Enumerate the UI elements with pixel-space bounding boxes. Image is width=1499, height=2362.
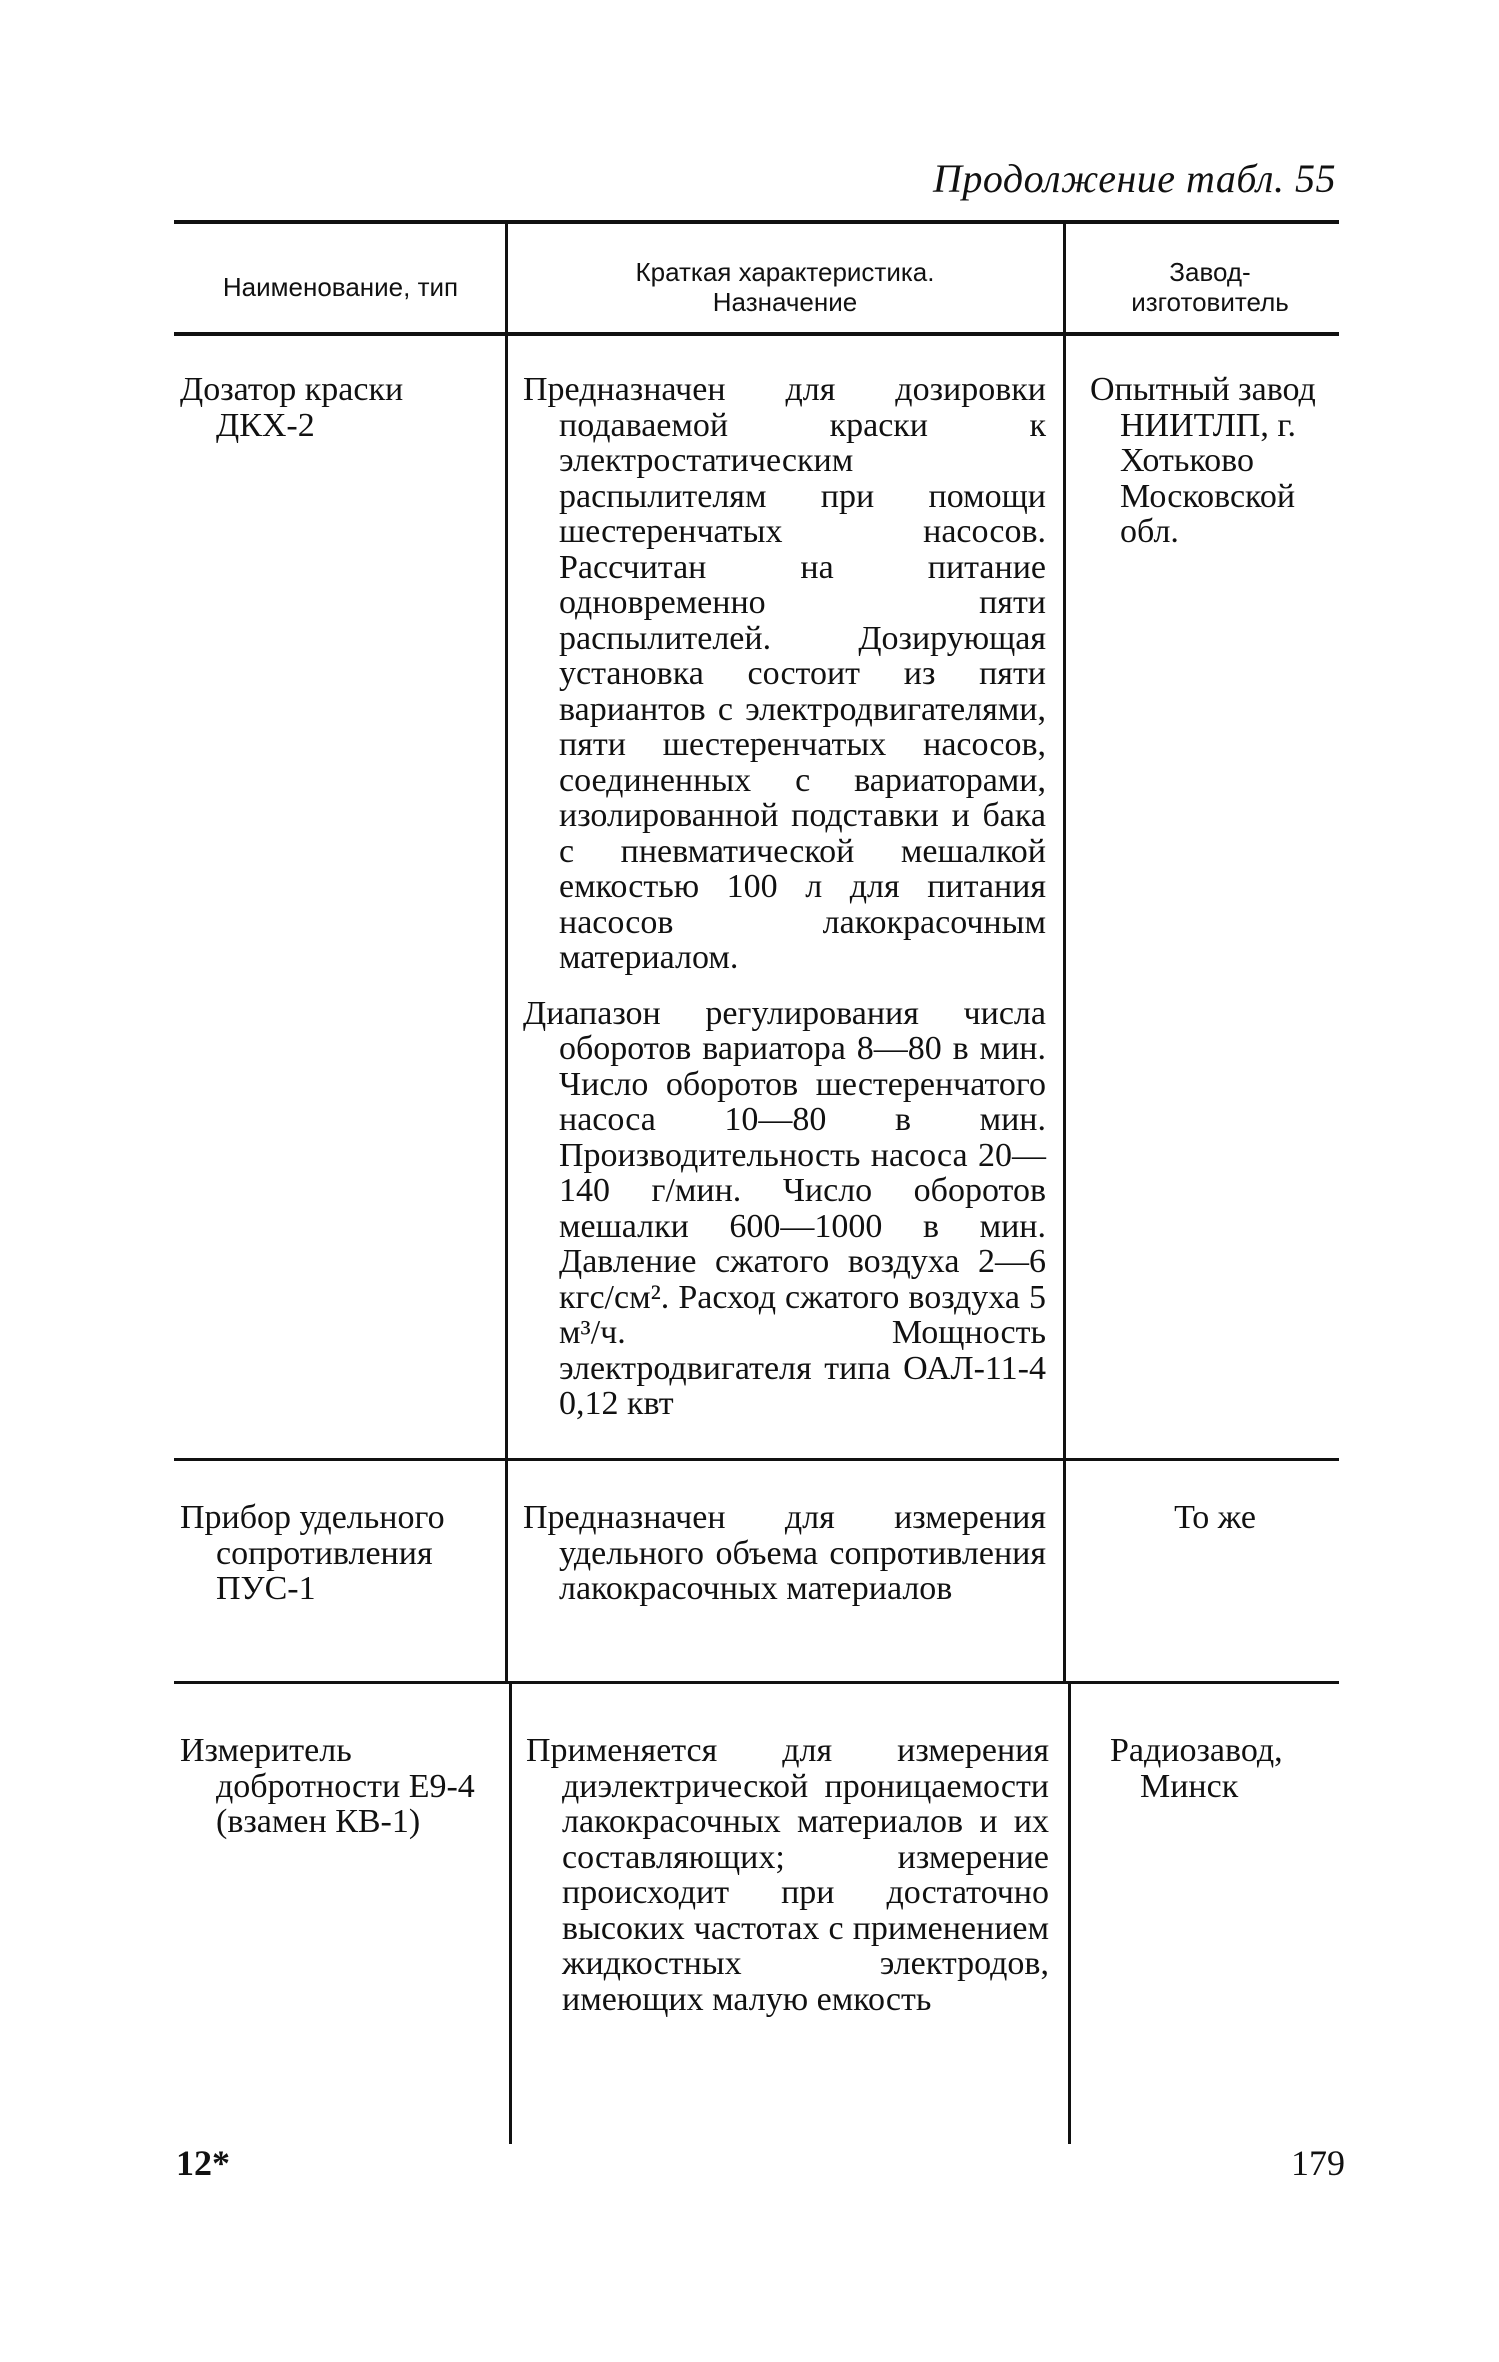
row-1-description-para-1: Предназначен для дозировки подаваемой краски к электростатическим распылителям при помощи шестеренчатых насосов. Рассчитан на питание одновременно пяти распылителей. Дозирующая установка состоит из пяти вариантов с электродвигателями, пяти шестеренчатых насосов, соединенных с вариаторами, изолированной подставки и бака с пневматической мешалкой емкостью 100 л для питания насосов лакокрасочным материалом. [523, 371, 1046, 976]
column-divider-2-row2 [1063, 1461, 1066, 1681]
row-2-manufacturer [1090, 1500, 1340, 1536]
row-2-bottom-rule [174, 1681, 1339, 1684]
row-3-name-text: Измеритель добротности Е9-4 (взамен КВ-1) [180, 1732, 475, 1840]
header-description: Краткая характеристика. Назначение [635, 257, 935, 317]
page-number: 179 [1291, 2143, 1345, 2183]
row-3-description-text: Применяется для измерения диэлектрической проницаемости лакокрасочных материалов и их составляющих; измерение происходит при достаточно высоких частотах с применением жидкостных электродов, имеющих малую емкость [526, 1732, 1049, 2018]
column-divider-2-row3 [1068, 1684, 1071, 2144]
row-2-name-text: Прибор удельного сопротивления ПУС-1 [180, 1499, 445, 1607]
row-1-name [180, 372, 490, 443]
table-caption: Продолжение табл. 55 [932, 156, 1336, 201]
row-2-description [523, 1500, 1046, 1607]
row-1-manufacturer-text: Опытный завод НИИТЛП, г. Хотьково Московской обл. [1090, 371, 1316, 550]
header-name: Наименование, тип [222, 272, 459, 302]
column-divider-1-row3 [509, 1684, 512, 2144]
row-1-description [523, 372, 1046, 1422]
row-2-description-text: Предназначен для измерения удельного объема сопротивления лакокрасочных материалов [523, 1499, 1046, 1607]
column-divider-1-row2 [505, 1461, 508, 1681]
row-1-bottom-rule [174, 1458, 1339, 1461]
row-1-manufacturer [1090, 372, 1340, 550]
row-1-name-text: Дозатор краски ДКХ-2 [180, 371, 404, 444]
row-2-name [180, 1500, 490, 1607]
row-3-name [180, 1733, 490, 1840]
row-2-manufacturer-text: То же [1174, 1499, 1256, 1536]
column-divider-2 [1063, 224, 1066, 1458]
row-3-description [526, 1733, 1049, 2017]
header-manufacturer: Завод-изготовитель [1131, 257, 1289, 317]
header-bottom-rule [174, 332, 1339, 336]
signature-mark: 12* [176, 2143, 230, 2183]
row-3-manufacturer [1110, 1733, 1360, 1804]
row-1-description-para-2: Диапазон регулирования числа оборотов вариатора 8—80 в мин. Число оборотов шестеренчатого насоса 10—80 в мин. Производительность насоса 20—140 г/мин. Число оборотов мешалки 600—1000 в мин. Давление сжатого воздуха 2—6 кгс/см². Расход сжатого воздуха 5 м³/ч. Мощность электродвигателя типа ОАЛ-11-4 0,12 квт [523, 994, 1046, 1422]
column-divider-1 [505, 224, 508, 1458]
table-top-rule [174, 220, 1339, 224]
row-3-manufacturer-text: Радиозавод, Минск [1110, 1732, 1283, 1805]
